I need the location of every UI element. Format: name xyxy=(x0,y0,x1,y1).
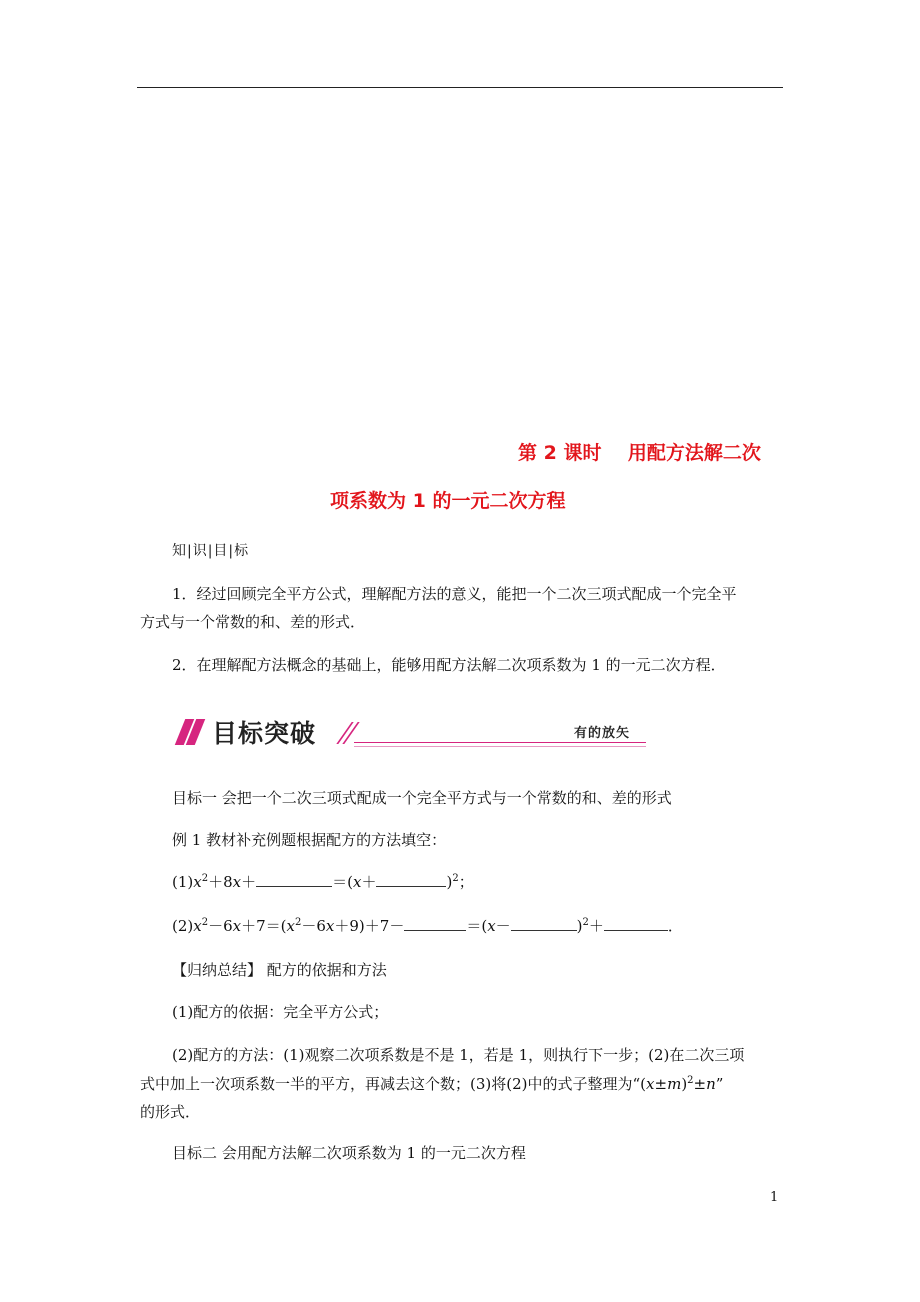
answer-blank[interactable] xyxy=(604,916,668,931)
objectives-label: 知|识|目|标 xyxy=(172,543,250,559)
summary-heading: 【归纳总结】 配方的依据和方法 xyxy=(172,961,387,979)
answer-blank[interactable] xyxy=(404,916,466,931)
objective-2: 2．在理解配方法概念的基础上，能够用配方法解二次项系数为 1 的一元二次方程． xyxy=(172,656,726,674)
objective-1-line2: 方式与一个常数的和、差的形式． xyxy=(140,613,366,631)
answer-blank[interactable] xyxy=(511,916,577,931)
banner-underline xyxy=(354,746,646,747)
summary-method-line2: 式中加上一次项系数一半的平方，再减去这个数；(3)将(2)中的式子整理为“$(x\pm m)^2\pm n$” xyxy=(140,1075,724,1093)
header-rule xyxy=(137,87,783,88)
summary-method-line1: (2)配方的方法：(1)观察二次项系数是不是 1，若是 1，则执行下一步；(2)在二次三项 xyxy=(172,1046,745,1064)
example-1-heading: 例 1 教材补充例题根据配方的方法填空： xyxy=(172,831,447,849)
summary-method-line3: 的形式． xyxy=(140,1103,201,1121)
summary-basis: (1)配方的依据：完全平方公式； xyxy=(172,1003,389,1021)
objective-1-line1: 1．经过回顾完全平方公式，理解配方法的意义，能把一个二次三项式配成一个完全平 xyxy=(172,585,737,603)
example-1-item-2: $(2)x^2-6x+7=(x^2-6x+9)+7- =(x- )^2+$ ． xyxy=(172,917,683,935)
banner-underline xyxy=(354,742,646,743)
goal-1: 目标一 会把一个二次三项式配成一个完全平方式与一个常数的和、差的形式 xyxy=(172,789,672,807)
answer-blank[interactable] xyxy=(376,872,446,887)
lesson-title-line2: 项系数为 1 的一元二次方程 xyxy=(330,490,566,512)
banner-subtitle: 有的放矢 xyxy=(574,726,631,741)
lesson-title-line1: 第 2 课时 用配方法解二次 xyxy=(518,442,761,464)
goal-2: 目标二 会用配方法解二次项系数为 1 的一元二次方程 xyxy=(172,1144,526,1162)
page-number: 1 xyxy=(770,1190,779,1205)
answer-blank[interactable] xyxy=(256,872,332,887)
goal-banner xyxy=(176,714,646,750)
example-1-item-1: $(1)x^2+8x+ =(x+ )^2$； xyxy=(172,873,474,891)
banner-title: 目标突破 xyxy=(212,719,317,748)
